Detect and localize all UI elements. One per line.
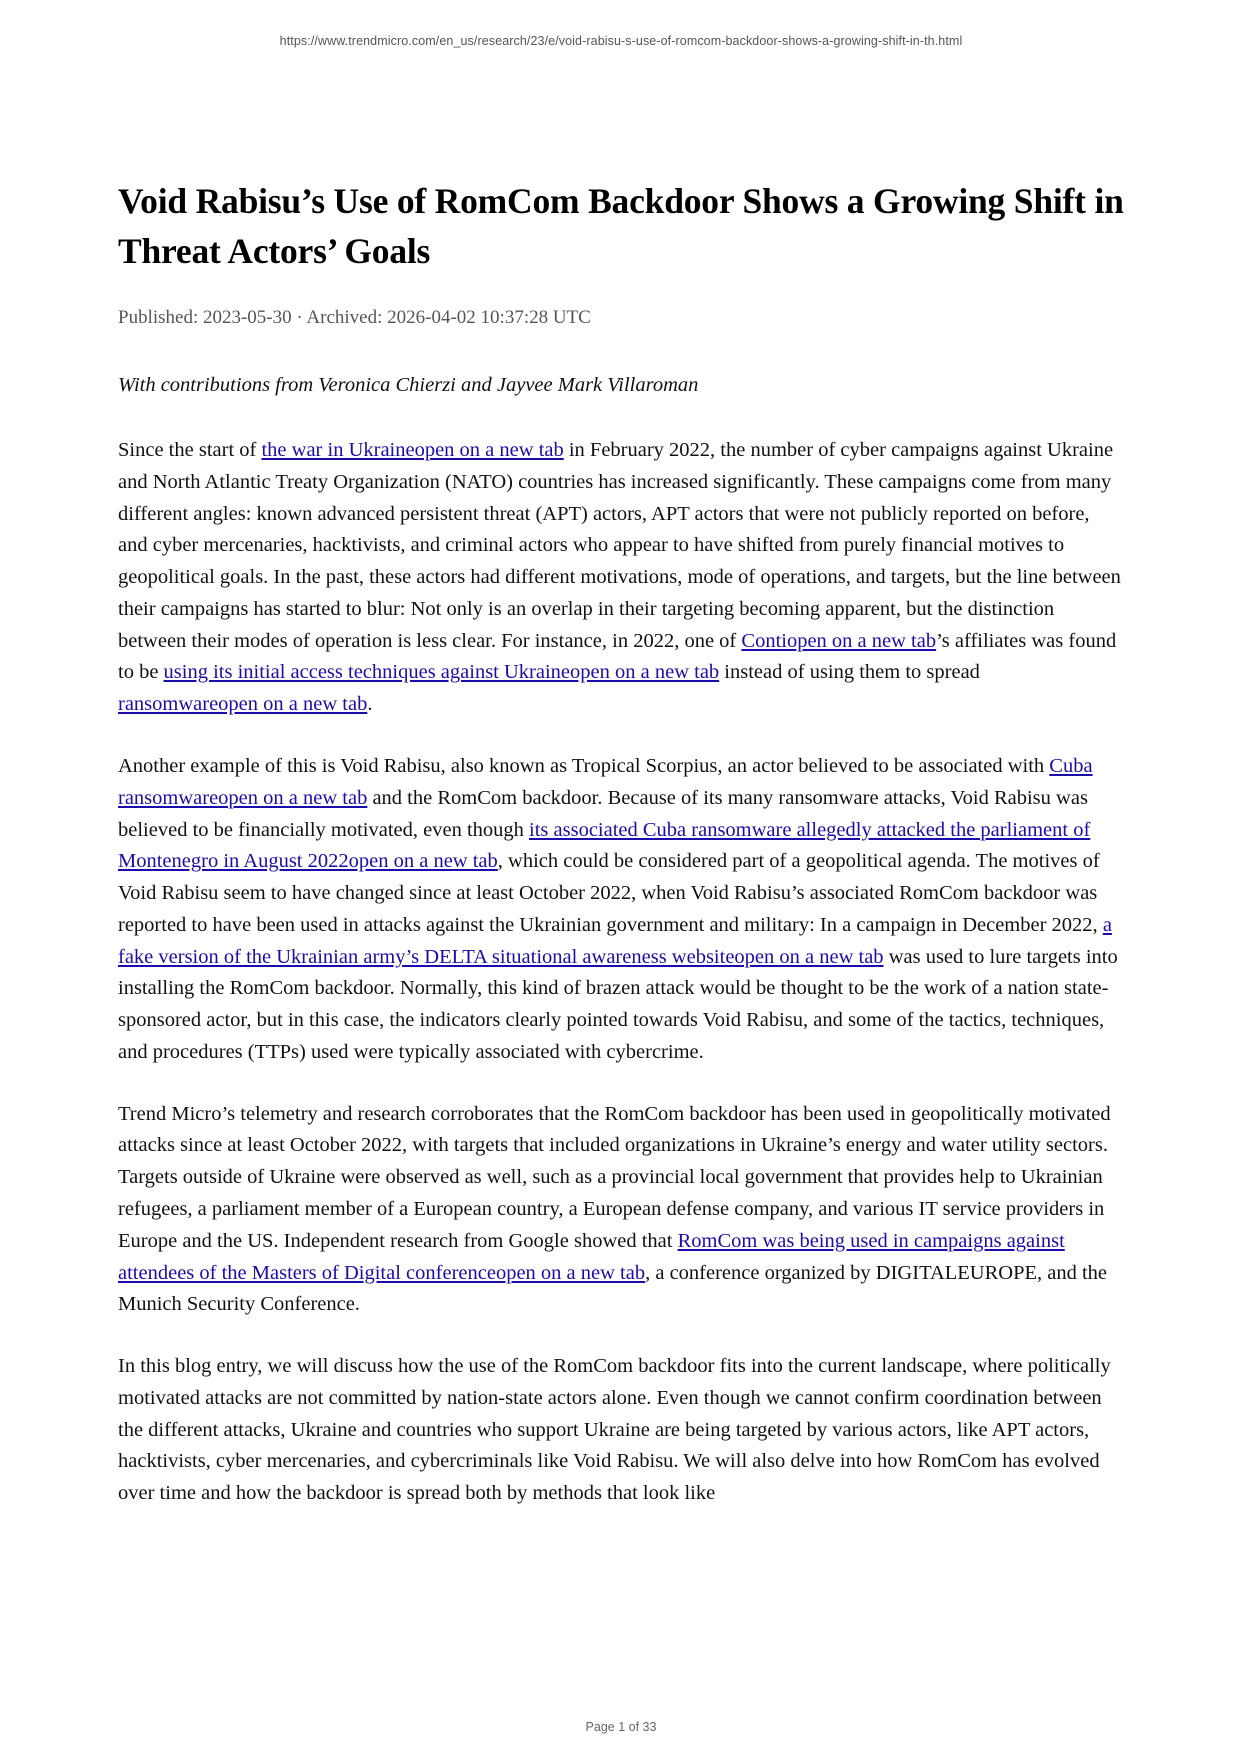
text-run: . — [367, 693, 373, 716]
paragraph-2 — [118, 751, 1124, 1069]
document-content — [0, 176, 1242, 1682]
link-fake-delta-website[interactable]: a fake version of the Ukrainian army’s DELTA situational awareness websiteopen on a new tab — [118, 913, 1112, 968]
text-run: In this blog entry, we will discuss how the use of the RomCom backdoor fits into the current landscape, where politically motivated attacks are not committed by nation-state actors alone. Even though we cannot confirm coordination between the different attacks, Ukraine and countries who support Ukraine are being targeted by various actors, like APT actors, hacktivists, cyber mercenaries, and cybercriminals like Void Rabisu. We will also delve into how RomCom has evolved over time and how the backdoor is spread both by methods that look like — [118, 1355, 1111, 1505]
link-cuba-ransomware[interactable]: Cuba ransomwareopen on a new tab — [118, 755, 1093, 809]
link-war-in-ukraine[interactable]: the war in Ukraineopen on a new tab — [261, 439, 564, 462]
link-initial-access-techniques[interactable]: using its initial access techniques against Ukraineopen on a new tab — [163, 661, 720, 684]
text-run: instead of using them to spread — [719, 661, 980, 684]
text-run: ’s affiliates was found to be — [118, 629, 1117, 684]
publication-meta: Published: 2023-05-30 · Archived: 2026-04-02 10:37:28 UTC — [118, 306, 591, 328]
text-run: Trend Micro’s telemetry and research corroborates that the RomCom backdoor has been used in geopolitically motivated attacks since at least October 2022, with targets that included organizations in Ukraine’s energy and water utility sectors. Targets outside of Ukraine were observed as well, such as a provincial local government that provides help to Ukrainian refugees, a parliament member of a European country, a European defense company, and various IT service providers in Europe and the US. Independent research from Google showed that — [118, 1102, 1111, 1252]
link-ransomware[interactable]: ransomwareopen on a new tab — [118, 693, 368, 716]
link-montenegro-parliament-attack[interactable]: its associated Cuba ransomware allegedly attacked the parliament of Montenegro in August 2022open on a new tab — [118, 818, 1091, 873]
page-footer: Page 1 of 33 — [585, 1720, 657, 1734]
page-title: Void Rabisu’s Use of RomCom Backdoor Shows a Growing Shift in Threat Actors’ Goals — [118, 181, 1124, 272]
text-run: Since the start of — [118, 439, 262, 462]
text-run: , a conference organized by DIGITALEUROPE, and the Munich Security Conference. — [118, 1261, 1108, 1316]
text-run: Another example of this is Void Rabisu, also known as Tropical Scorpius, an actor believed to be associated with — [118, 755, 1050, 778]
text-run: was used to lure targets into installing the RomCom backdoor. Normally, this kind of brazen attack would be thought to be the work of a nation state-sponsored actor, but in this case, the indicators clearly pointed towards Void Rabisu, and some of the tactics, techniques, and procedures (TTPs) used were typically associated with cybercrime. — [118, 945, 1118, 1063]
link-conti[interactable]: Contiopen on a new tab — [741, 629, 937, 652]
paragraph-3 — [118, 1099, 1124, 1321]
contributors-line: With contributions from Veronica Chierzi and Jayvee Mark Villaroman — [118, 374, 699, 397]
paragraph-4 — [118, 1351, 1124, 1510]
text-run: , which could be considered part of a geopolitical agenda. The motives of Void Rabisu seem to have changed since at least October 2022, when Void Rabisu’s associated RomCom backdoor was reported to have been used in attacks against the Ukrainian government and military: In a campaign in December 2022, — [118, 850, 1103, 936]
text-run: in February 2022, the number of cyber campaigns against Ukraine and North Atlantic Treaty Organization (NATO) countries has increased significantly. These campaigns come from many different angles: known advanced persistent threat (APT) actors, APT actors that were not publicly reported on before, and cyber mercenaries, hacktivists, and criminal actors who appear to have shifted from purely financial motives to geopolitical goals. In the past, these actors had different motivations, mode of operations, and targets, but the line between their campaigns has started to blur: Not only is an overlap in their targeting becoming apparent, but the distinction between their modes of operation is less clear. For instance, in 2022, one of — [118, 439, 1121, 652]
link-masters-of-digital-campaign[interactable]: RomCom was being used in campaigns against attendees of the Masters of Digital conferenceopen on a new tab — [118, 1229, 1065, 1284]
archive-url: https://www.trendmicro.com/en_us/research/23/e/void-rabisu-s-use-of-romcom-backdoor-shows-a-growing-shift-in-th.html — [279, 34, 963, 48]
text-run: and the RomCom backdoor. Because of its many ransomware attacks, Void Rabisu was believed to be financially motivated, even though — [118, 786, 1088, 841]
paragraph-1 — [118, 435, 1124, 721]
